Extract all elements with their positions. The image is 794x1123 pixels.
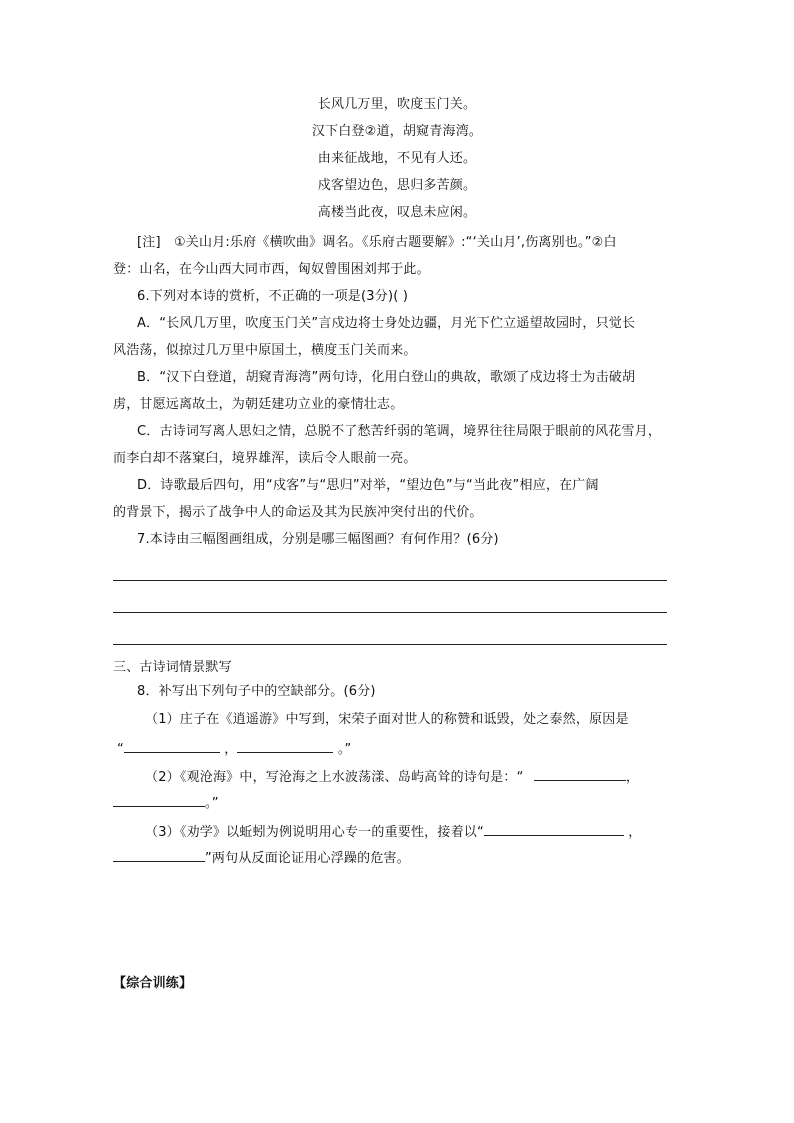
q8-item-2-prompt: （2）《观沧海》中，写沧海之上水波荡漾、岛屿高耸的诗句是：“ <box>145 770 524 785</box>
q6-option-a-line-2: 风浩荡，似掠过几万里中原国土，横度玉门关而来。 <box>113 343 417 358</box>
q8-item-1-text: （1）庄子在《逍遥游》中写到，宋荣子面对世人的称赞和诋毁，处之泰然，原因是 <box>145 712 629 727</box>
q6-option-b-line-2: 虏，甘愿远离故土，为朝廷建功立业的豪情壮志。 <box>113 397 404 412</box>
q6-option-a-line-1: A．“长风几万里，吹度玉门关”言戍边将士身处边疆，月光下伫立遥望故园时，只觉长 <box>137 316 636 331</box>
blank-1-2[interactable] <box>237 738 333 753</box>
note-line-2: 登：山名，在今山西大同市西，匈奴曾围困刘邦于此。 <box>113 262 430 277</box>
q8-item-3-tail: ”两句从反面论证用心浮躁的危害。 <box>205 851 410 866</box>
poem-line-5: 高楼当此夜，叹息未应闲。 <box>317 205 477 220</box>
close-quote: 。” <box>337 742 352 757</box>
answer-line-3[interactable] <box>113 644 667 645</box>
q8-item-3-answer-row <box>113 847 410 868</box>
q6-option-c-line-2: 而李白却不落窠臼，境界雄浑，读后令人眼前一亮。 <box>113 451 417 466</box>
close-quote: 。” <box>205 796 219 811</box>
q8-item-2-text <box>145 766 639 787</box>
q8-item-3-prompt: （3）《劝学》以蚯蚓为例说明用心专一的重要性，接着以“ <box>145 825 484 840</box>
q7-stem: 7.本诗由三幅图画组成，分别是哪三幅图画？有何作用？(6分) <box>137 532 499 547</box>
q6-option-c-line-1: C．古诗词写离人思妇之情，总脱不了愁苦纤弱的笔调，境界往往局限于眼前的风花雪月， <box>137 424 662 439</box>
poem-line-4: 戍客望边色，思归多苦颜。 <box>317 178 477 193</box>
blank-3-1[interactable] <box>484 821 624 836</box>
q6-option-d-line-1: D．诗歌最后四句，用“戍客”与“思归”对举，“望边色”与“当此夜”相应，在广阔 <box>137 478 599 493</box>
blank-2-1[interactable] <box>534 766 626 781</box>
q8-item-1-answer-row <box>117 738 351 759</box>
q6-option-d-line-2: 的背景下，揭示了战争中人的命运及其为民族冲突付出的代价。 <box>113 505 483 520</box>
comma: ， <box>224 742 238 757</box>
section-3-title: 三、古诗词情景默写 <box>113 660 232 675</box>
note-line-1: [注] ①关山月:乐府《横吹曲》调名。《乐府古题要解》:“‘关山月’,伤离别也。”②白 <box>137 235 617 250</box>
q8-item-2-answer-row <box>113 792 219 813</box>
poem-line-1: 长风几万里，吹度玉门关。 <box>317 97 477 112</box>
q6-option-b-line-1: B．“汉下白登道，胡窥青海湾”两句诗，化用白登山的典故，歌颂了戍边将士为击破胡 <box>137 370 636 385</box>
comma: ， <box>625 770 640 785</box>
q6-stem: 6.下列对本诗的赏析，不正确的一项是(3分)( ) <box>137 289 409 304</box>
open-quote: “ <box>117 742 124 757</box>
answer-line-1[interactable] <box>113 580 667 581</box>
section-heading-comprehensive: 【综合训练】 <box>113 976 193 991</box>
q8-stem: 8．补写出下列句子中的空缺部分。(6分) <box>137 684 376 699</box>
poem-line-2: 汉下白登②道，胡窥青海湾。 <box>311 124 483 139</box>
q8-item-3-text <box>145 821 641 842</box>
comma: ， <box>628 825 642 840</box>
blank-3-2[interactable] <box>113 847 205 862</box>
answer-line-2[interactable] <box>113 612 667 613</box>
poem-line-3: 由来征战地，不见有人还。 <box>317 151 477 166</box>
blank-2-2[interactable] <box>113 792 205 807</box>
blank-1-1[interactable] <box>124 738 220 753</box>
